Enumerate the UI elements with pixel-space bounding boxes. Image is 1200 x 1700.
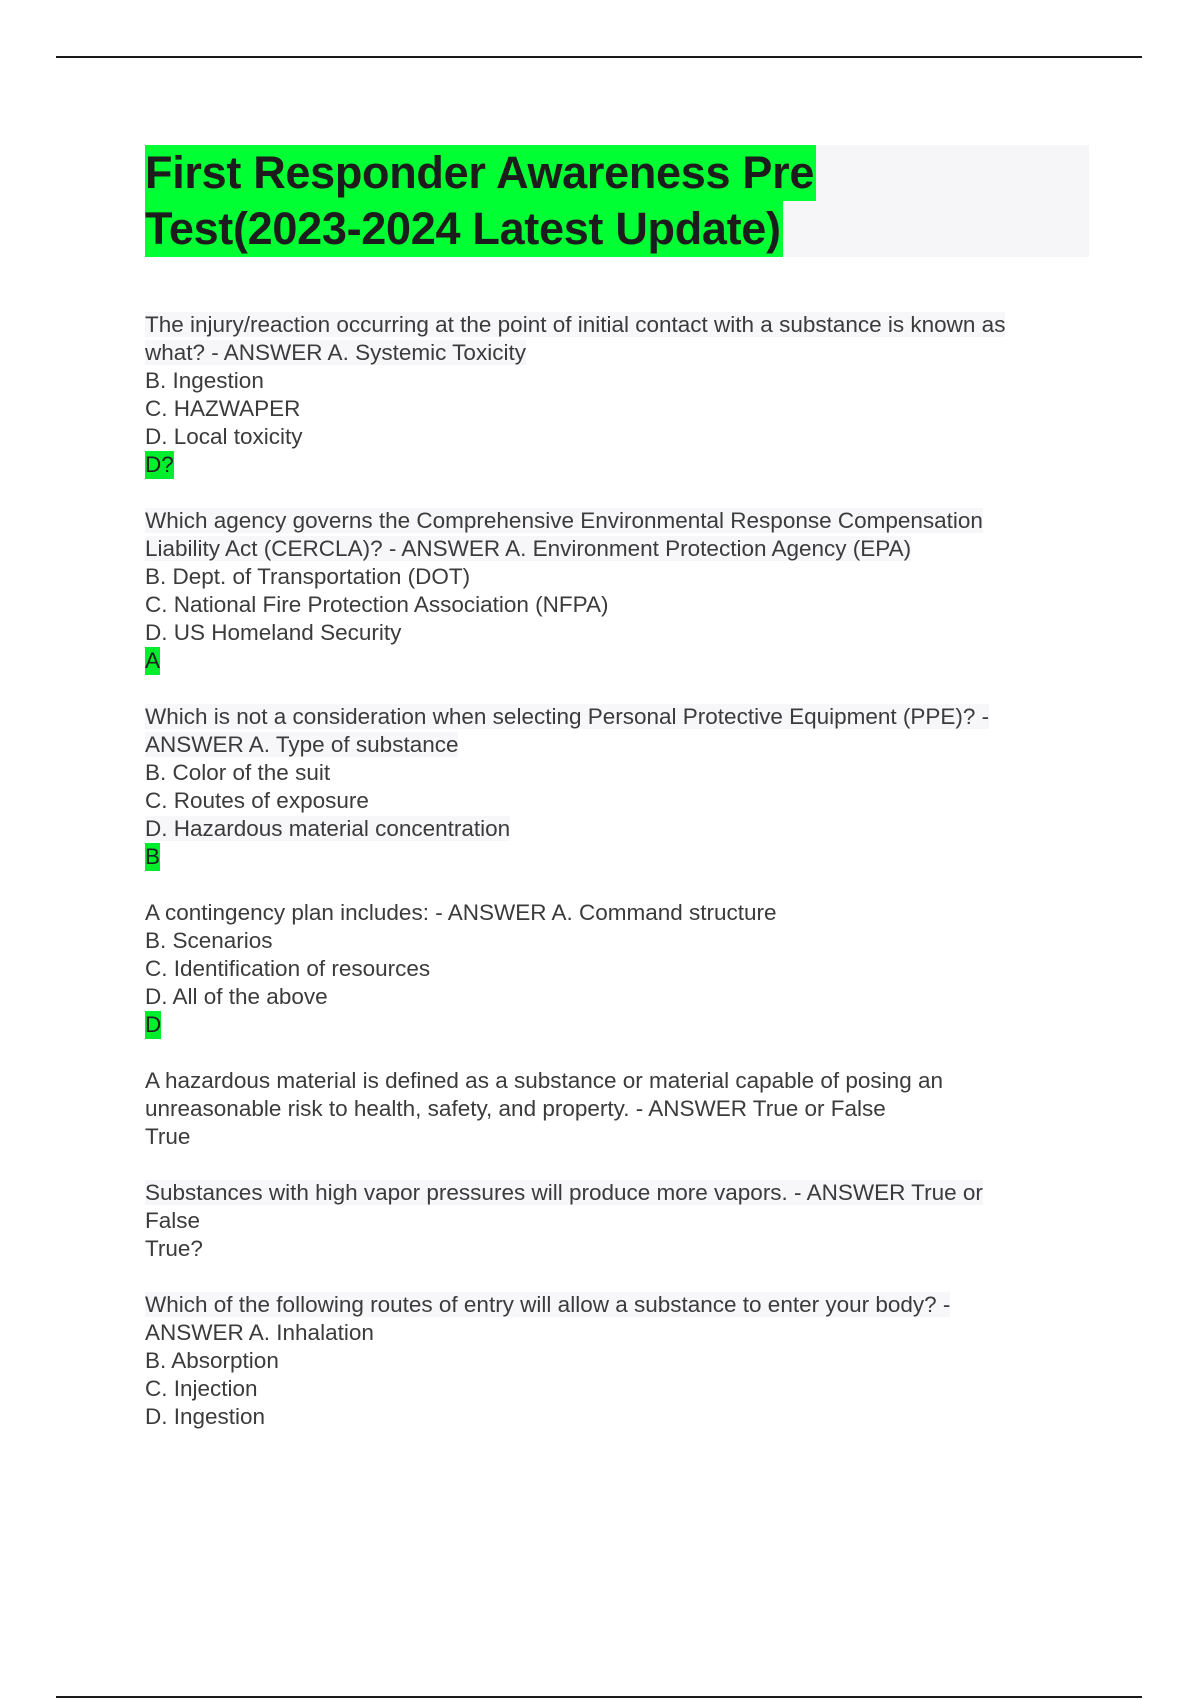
question-text: what? - ANSWER A. Systemic Toxicity xyxy=(145,340,526,365)
question-block xyxy=(145,1291,1089,1431)
highlighted-answer: D? xyxy=(145,452,174,477)
option-c: C. National Fire Protection Association (NFPA) xyxy=(145,592,609,617)
highlighted-answer: D xyxy=(145,1012,162,1037)
option-d: D. US Homeland Security xyxy=(145,620,402,645)
question-block xyxy=(145,899,1089,1039)
answer-text: True? xyxy=(145,1236,203,1261)
question-block xyxy=(145,507,1089,675)
option-d: D. Local toxicity xyxy=(145,424,303,449)
option-c: C. Injection xyxy=(145,1376,258,1401)
highlighted-answer: A xyxy=(145,648,161,673)
title-block xyxy=(145,145,1089,257)
question-text: Which is not a consideration when selecting Personal Protective Equipment (PPE)? - xyxy=(145,704,990,729)
question-text: The injury/reaction occurring at the point of initial contact with a substance is known as xyxy=(145,312,1006,337)
option-c: C. Routes of exposure xyxy=(145,788,369,813)
document-body xyxy=(145,145,1089,1459)
question-block xyxy=(145,311,1089,479)
question-text: Which of the following routes of entry will allow a substance to enter your body? - xyxy=(145,1292,951,1317)
question-text: Substances with high vapor pressures will produce more vapors. - ANSWER True or xyxy=(145,1180,983,1205)
question-block xyxy=(145,703,1089,871)
question-block xyxy=(145,1179,1089,1263)
question-text: Liability Act (CERCLA)? - ANSWER A. Environment Protection Agency (EPA) xyxy=(145,536,912,561)
highlighted-answer: B xyxy=(145,844,161,869)
option-c: C. HAZWAPER xyxy=(145,396,301,421)
option-d: D. Ingestion xyxy=(145,1404,266,1429)
bottom-rule xyxy=(56,1696,1142,1698)
question-text: A hazardous material is defined as a substance or material capable of posing an xyxy=(145,1068,943,1093)
question-text: False xyxy=(145,1208,201,1233)
top-rule xyxy=(56,56,1142,58)
question-text: ANSWER A. Type of substance xyxy=(145,732,459,757)
question-text: unreasonable risk to health, safety, and property. - ANSWER True or False xyxy=(145,1096,886,1121)
option-b: B. Color of the suit xyxy=(145,760,331,785)
option-d: D. All of the above xyxy=(145,984,328,1009)
question-text: A contingency plan includes: - ANSWER A. Command structure xyxy=(145,900,777,925)
option-b: B. Ingestion xyxy=(145,368,264,393)
option-b: B. Absorption xyxy=(145,1348,279,1373)
question-text: Which agency governs the Comprehensive Environmental Response Compensation xyxy=(145,508,983,533)
document-title-line-2: Test(2023-2024 Latest Update) xyxy=(145,201,783,257)
answer-text: True xyxy=(145,1124,191,1149)
option-c: C. Identification of resources xyxy=(145,956,431,981)
question-block xyxy=(145,1067,1089,1151)
option-b: B. Dept. of Transportation (DOT) xyxy=(145,564,471,589)
question-text: ANSWER A. Inhalation xyxy=(145,1320,374,1345)
option-d: D. Hazardous material concentration xyxy=(145,816,511,841)
document-title-line-1: First Responder Awareness Pre xyxy=(145,145,816,201)
option-b: B. Scenarios xyxy=(145,928,273,953)
